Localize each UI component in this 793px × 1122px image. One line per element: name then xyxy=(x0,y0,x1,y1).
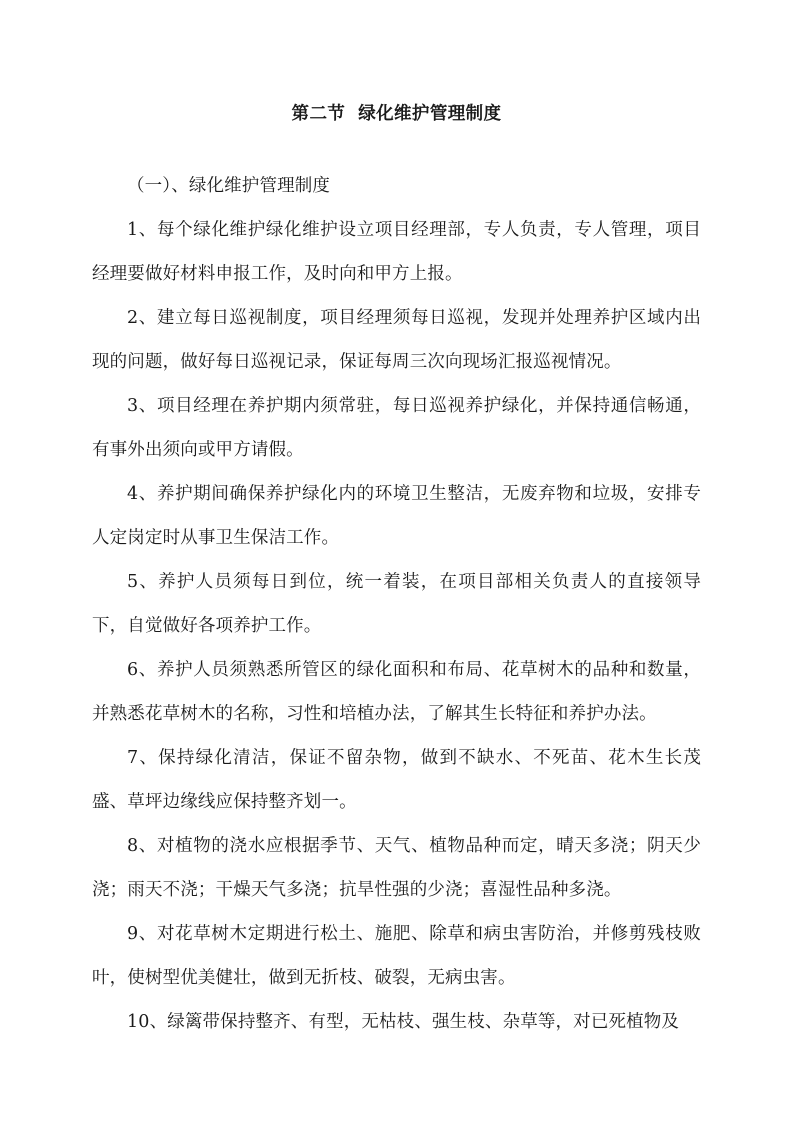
page-title: 第二节 绿化维护管理制度 xyxy=(291,104,502,124)
paragraph-8: 8、对植物的浇水应根据季节、天气、植物品种而定，晴天多浇；阴天少浇；雨天不浇；干燥天气多浇；抗旱性强的少浇；喜湿性品种多浇。 xyxy=(92,836,701,900)
paragraph-5: 5、养护人员须每日到位，统一着装，在项目部相关负责人的直接领导下，自觉做好各项养护工作。 xyxy=(92,572,701,636)
paragraph-9: 9、对花草树木定期进行松土、施肥、除草和病虫害防治，并修剪残枝败叶，使树型优美健壮，做到无折枝、破裂，无病虫害。 xyxy=(92,924,701,988)
paragraph-7: 7、保持绿化清洁，保证不留杂物，做到不缺水、不死苗、花木生长茂盛、草坪边缘线应保持整齐划一。 xyxy=(92,748,701,812)
paragraph-3: 3、项目经理在养护期内须常驻，每日巡视养护绿化，并保持通信畅通，有事外出须向或甲方请假。 xyxy=(92,396,701,460)
section-heading: （一）、绿化维护管理制度 xyxy=(127,176,331,196)
paragraph-6: 6、养护人员须熟悉所管区的绿化面积和布局、花草树木的品种和数量，并熟悉花草树木的名称，习性和培植办法，了解其生长特征和养护办法。 xyxy=(92,660,701,724)
title-spacer xyxy=(92,136,701,164)
paragraph-2: 2、建立每日巡视制度，项目经理须每日巡视，发现并处理养护区域内出现的问题，做好每日巡视记录，保证每周三次向现场汇报巡视情况。 xyxy=(92,308,701,372)
paragraph-4: 4、养护期间确保养护绿化内的环境卫生整洁，无废弃物和垃圾，安排专人定岗定时从事卫生保洁工作。 xyxy=(92,484,701,548)
document-content xyxy=(92,92,701,1044)
paragraph-10: 10、绿篱带保持整齐、有型，无枯枝、强生枝、杂草等，对已死植物及 xyxy=(127,1012,680,1032)
paragraph-1: 1、每个绿化维护绿化维护设立项目经理部，专人负责，专人管理，项目经理要做好材料申报工作，及时向和甲方上报。 xyxy=(92,220,701,284)
